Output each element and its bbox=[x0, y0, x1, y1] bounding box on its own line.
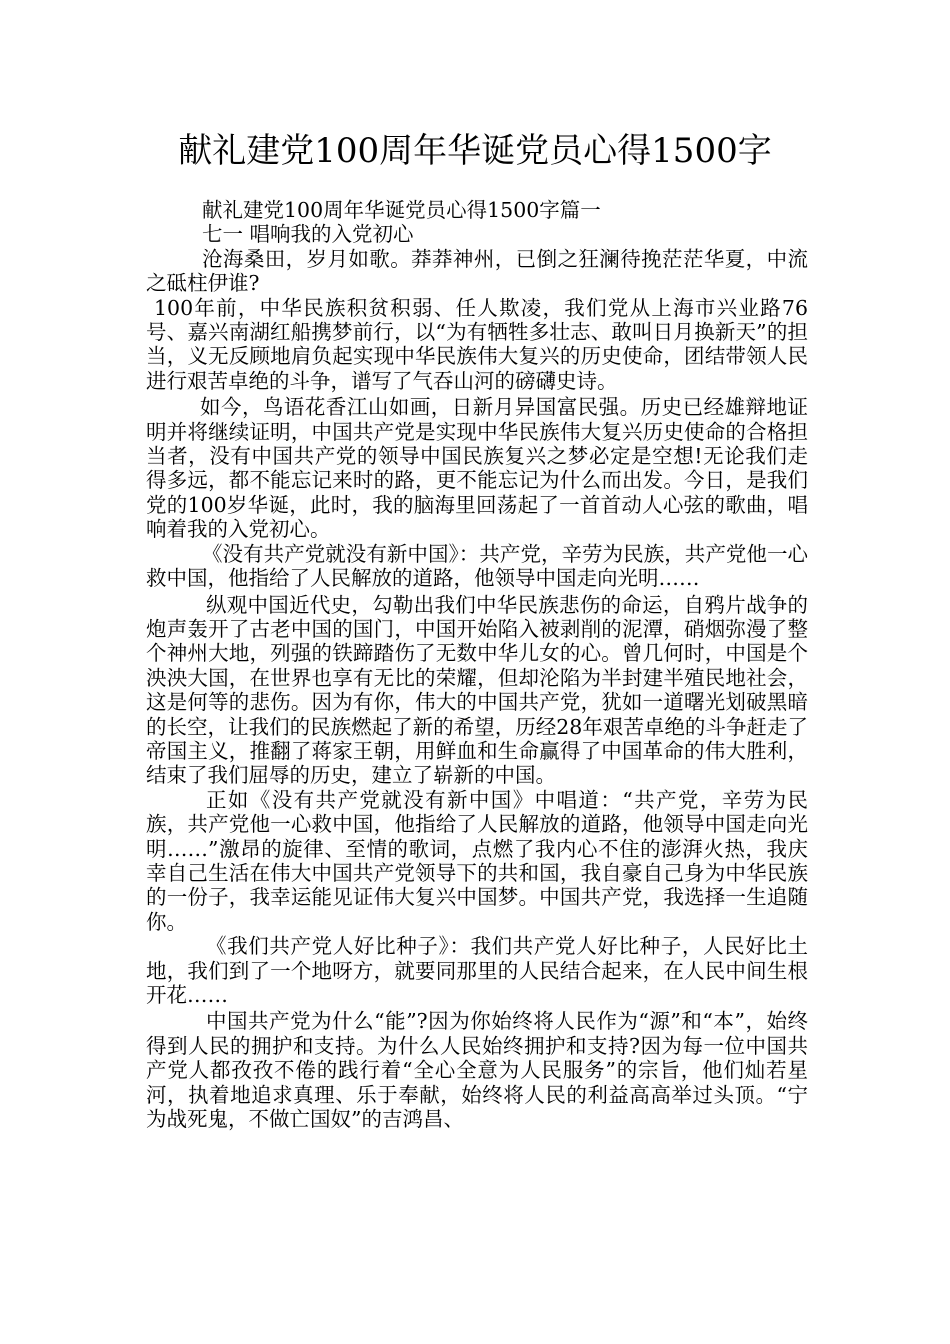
paragraph: 正如《没有共产党就没有新中国》中唱道：“共产党，辛劳为民族，共产党他一心救中国，他指给了人民解放的道路，他领导中国走向光明……”激昂的旋律、至情的歌词，点燃了我内心不住的澎湃火热，我庆幸自己生活在伟大中国共产党领导下的共和国，我自豪自己身为中华民族的一份子，我幸运能见证伟大复兴中国梦。中国共产党，我选择一生追随你。 bbox=[146, 787, 808, 934]
section-heading: 献礼建党100周年华诞党员心得1500字篇一 bbox=[202, 198, 601, 222]
document-body bbox=[146, 198, 808, 1131]
paragraph: 纵观中国近代史，勾勒出我们中华民族悲伤的命运，自鸦片战争的炮声轰开了古老中国的国门，中国开始陷入被剥削的泥潭，硝烟弥漫了整个神州大地，列强的铁蹄踏伤了无数中华儿女的心。曾几何时，中国是个泱泱大国，在世界也享有无比的荣耀，但却沦陷为半封建半殖民地社会，这是何等的悲伤。因为有你，伟大的中国共产党，犹如一道曙光划破黑暗的长空，让我们的民族燃起了新的希望，历经28年艰苦卓绝的斗争赶走了帝国主义，推翻了蒋家王朝，用鲜血和生命赢得了中国革命的伟大胜利，结束了我们屈辱的历史，建立了崭新的中国。 bbox=[146, 592, 808, 788]
paragraph: 《我们共产党人好比种子》：我们共产党人好比种子，人民好比土地，我们到了一个地呀方，就要同那里的人民结合起来，在人民中间生根开花…… bbox=[146, 934, 808, 1007]
paragraph: 《没有共产党就没有新中国》：共产党，辛劳为民族，共产党他一心救中国，他指给了人民解放的道路，他领导中国走向光明…… bbox=[146, 541, 808, 591]
document-title: 献礼建党100周年华诞党员心得1500字 bbox=[178, 131, 772, 171]
paragraph: 100年前，中华民族积贫积弱、任人欺凌，我们党从上海市兴业路76号、嘉兴南湖红船携梦前行，以“为有牺牲多壮志、敢叫日月换新天”的担当，义无反顾地肩负起实现中华民族伟大复兴的历史使命，团结带领人民进行艰苦卓绝的斗争，谱写了气吞山河的磅礴史诗。 bbox=[146, 295, 808, 393]
paragraph: 中国共产党为什么“能”?因为你始终将人民作为“源”和“本”，始终得到人民的拥护和支持。为什么人民始终拥护和支持?因为每一位中国共产党人都孜孜不倦的践行着“全心全意为人民服务”的宗旨，他们灿若星河，执着地追求真理、乐于奉献，始终将人民的利益高高举过头顶。“宁为战死鬼，不做亡国奴”的吉鸿昌、 bbox=[146, 1009, 808, 1132]
subtitle: 七一 唱响我的入党初心 bbox=[202, 222, 414, 247]
paragraph: 沧海桑田，岁月如歌。莽莽神州，已倒之狂澜待挽茫茫华夏，中流之砥柱伊谁? bbox=[146, 246, 808, 296]
paragraph: 如今，鸟语花香江山如画，日新月异国富民强。历史已经雄辩地证明并将继续证明，中国共产党是实现中华民族伟大复兴历史使命的合格担当者，没有中国共产党的领导中国民族复兴之梦必定是空想!无论我们走得多远，都不能忘记来时的路，更不能忘记为什么而出发。今日，是我们党的100岁华诞，此时，我的脑海里回荡起了一首首动人心弦的歌曲，唱响着我的入党初心。 bbox=[146, 395, 808, 542]
